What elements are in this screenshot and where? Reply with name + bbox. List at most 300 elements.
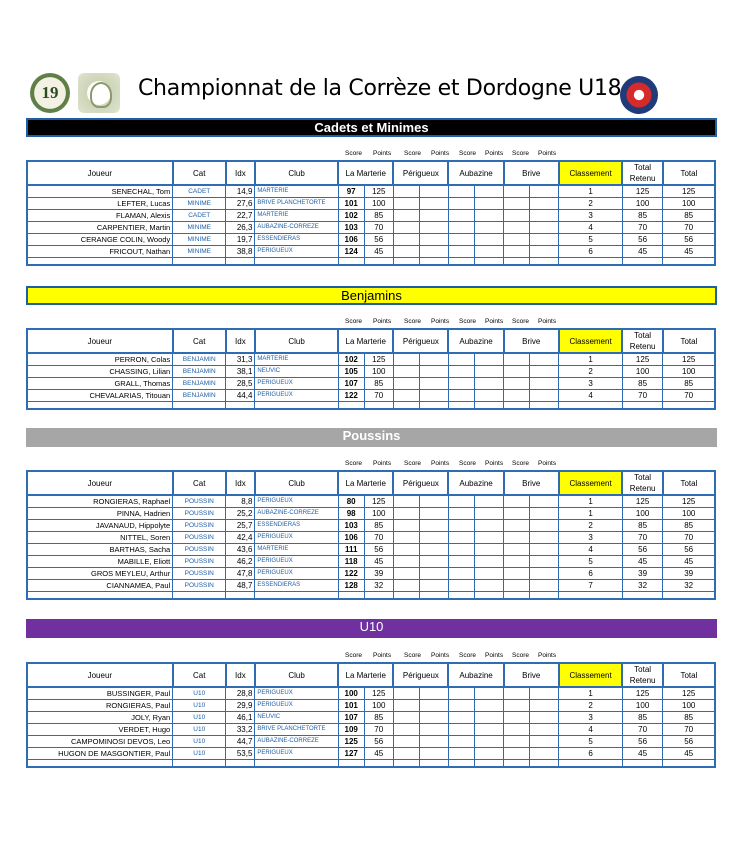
aubazine-score: [448, 234, 474, 246]
player-category: POUSSIN: [173, 568, 226, 580]
player-name: BUSSINGER, Paul: [27, 687, 173, 700]
player-index: 43,6: [226, 544, 255, 556]
player-name: CHEVALARIAS, Titouan: [27, 390, 173, 402]
col-header-aubazine: Aubazine: [448, 329, 503, 353]
col-header-total-retenu: [622, 161, 663, 185]
brive-points: [530, 700, 559, 712]
marterie-score: 101: [338, 198, 364, 210]
perigueux-score: [393, 568, 419, 580]
blank-cell: [448, 592, 474, 600]
blank-cell: [448, 402, 474, 410]
classement-value: 1: [559, 508, 622, 520]
points-subheader: Points: [373, 652, 392, 659]
table-row: [27, 378, 715, 390]
table-header-row: [27, 329, 715, 353]
total-value: 56: [663, 736, 715, 748]
results-table-block: [26, 318, 716, 410]
brive-score: [504, 222, 530, 234]
aubazine-score: [448, 748, 474, 760]
table-row: [27, 495, 715, 508]
col-header-club: Club: [255, 161, 338, 185]
marterie-score: 128: [338, 580, 364, 592]
total-retenu-line1: Total: [634, 163, 652, 172]
perigueux-score: [393, 198, 419, 210]
total-value: 85: [663, 210, 715, 222]
total-value: 70: [663, 390, 715, 402]
col-header-cat: Cat: [173, 161, 226, 185]
table-row: [27, 353, 715, 366]
classement-value: 4: [559, 390, 622, 402]
table-blank-row: [27, 760, 715, 768]
blank-cell: [338, 592, 364, 600]
perigueux-points: [419, 556, 448, 568]
blank-cell: [364, 258, 393, 266]
points-subheader: Points: [485, 318, 504, 325]
table-header-row: [27, 161, 715, 185]
total-value: 85: [663, 378, 715, 390]
brive-score: [504, 210, 530, 222]
brive-points: [530, 532, 559, 544]
marterie-points: 100: [364, 508, 393, 520]
aubazine-points: [475, 580, 504, 592]
aubazine-points: [475, 736, 504, 748]
blank-cell: [663, 258, 715, 266]
score-points-subheader: [26, 318, 716, 328]
perigueux-score: [393, 580, 419, 592]
aubazine-score: [448, 568, 474, 580]
points-subheader: Points: [538, 150, 557, 157]
total-retenu-value: 125: [622, 353, 663, 366]
blank-cell: [338, 402, 364, 410]
marterie-score: 118: [338, 556, 364, 568]
brive-points: [530, 712, 559, 724]
total-retenu-line1: Total: [634, 665, 652, 674]
player-name: RONGIERAS, Paul: [27, 700, 173, 712]
total-value: 85: [663, 712, 715, 724]
marterie-points: 70: [364, 724, 393, 736]
total-value: 45: [663, 246, 715, 258]
perigueux-score: [393, 378, 419, 390]
aubazine-score: [448, 700, 474, 712]
table-blank-row: [27, 402, 715, 410]
marterie-points: 32: [364, 580, 393, 592]
brive-points: [530, 748, 559, 760]
brive-score: [504, 520, 530, 532]
table-row: [27, 222, 715, 234]
score-subheader: Score: [512, 150, 529, 157]
score-subheader: Score: [404, 150, 421, 157]
perigueux-points: [419, 736, 448, 748]
player-category: U10: [173, 700, 226, 712]
total-retenu-value: 70: [622, 532, 663, 544]
player-category: POUSSIN: [173, 532, 226, 544]
table-row: [27, 700, 715, 712]
player-category: U10: [173, 712, 226, 724]
col-header-club: Club: [255, 663, 338, 687]
points-subheader: Points: [431, 460, 450, 467]
col-header-total-retenu: [622, 663, 663, 687]
col-header-la-marterie: La Marterie: [338, 663, 393, 687]
section-banner: Poussins: [26, 428, 717, 447]
player-club: MARTERIE: [255, 353, 338, 366]
classement-value: 2: [559, 198, 622, 210]
blank-cell: [663, 592, 715, 600]
perigueux-score: [393, 544, 419, 556]
brive-score: [504, 700, 530, 712]
aubazine-points: [475, 222, 504, 234]
total-retenu-line2: Retenu: [629, 676, 656, 685]
points-subheader: Points: [373, 460, 392, 467]
classement-value: 2: [559, 700, 622, 712]
classement-value: 5: [559, 556, 622, 568]
blank-cell: [27, 760, 173, 768]
total-retenu-value: 125: [622, 687, 663, 700]
table-row: [27, 687, 715, 700]
brive-score: [504, 366, 530, 378]
col-header-club: Club: [255, 329, 338, 353]
perigueux-score: [393, 700, 419, 712]
player-club: MARTERIE: [255, 185, 338, 198]
classement-value: 4: [559, 544, 622, 556]
player-name: PERRON, Colas: [27, 353, 173, 366]
player-index: 28,5: [226, 378, 255, 390]
aubazine-points: [475, 234, 504, 246]
total-retenu-value: 85: [622, 378, 663, 390]
aubazine-score: [448, 378, 474, 390]
points-subheader: Points: [373, 318, 392, 325]
player-name: GRALL, Thomas: [27, 378, 173, 390]
score-subheader: Score: [404, 318, 421, 325]
table-row: [27, 210, 715, 222]
aubazine-score: [448, 508, 474, 520]
brive-points: [530, 378, 559, 390]
total-retenu-line2: Retenu: [629, 342, 656, 351]
player-index: 29,9: [226, 700, 255, 712]
total-retenu-value: 56: [622, 736, 663, 748]
player-club: AUBAZINE-CORREZE: [255, 508, 338, 520]
player-name: PINNA, Hadrien: [27, 508, 173, 520]
perigueux-score: [393, 687, 419, 700]
aubazine-points: [475, 532, 504, 544]
player-name: GROS MEYLEU, Arthur: [27, 568, 173, 580]
blank-cell: [559, 258, 622, 266]
total-value: 56: [663, 544, 715, 556]
total-value: 100: [663, 700, 715, 712]
aubazine-score: [448, 532, 474, 544]
brive-points: [530, 724, 559, 736]
perigueux-points: [419, 246, 448, 258]
blank-cell: [27, 258, 173, 266]
player-index: 38,1: [226, 366, 255, 378]
blank-cell: [393, 402, 419, 410]
blank-cell: [393, 258, 419, 266]
classement-value: 6: [559, 568, 622, 580]
points-subheader: Points: [373, 150, 392, 157]
brive-score: [504, 712, 530, 724]
player-category: POUSSIN: [173, 495, 226, 508]
brive-points: [530, 390, 559, 402]
perigueux-score: [393, 246, 419, 258]
brive-score: [504, 185, 530, 198]
player-name: BARTHAS, Sacha: [27, 544, 173, 556]
player-index: 14,9: [226, 185, 255, 198]
score-subheader: Score: [404, 652, 421, 659]
marterie-score: 125: [338, 736, 364, 748]
brive-points: [530, 544, 559, 556]
marterie-score: 80: [338, 495, 364, 508]
col-header-aubazine: Aubazine: [448, 471, 503, 495]
total-retenu-value: 70: [622, 390, 663, 402]
player-name: SENECHAL, Tom: [27, 185, 173, 198]
blank-cell: [475, 258, 504, 266]
player-category: POUSSIN: [173, 520, 226, 532]
player-index: 46,1: [226, 712, 255, 724]
marterie-score: 102: [338, 353, 364, 366]
perigueux-points: [419, 687, 448, 700]
player-category: CADET: [173, 185, 226, 198]
perigueux-score: [393, 495, 419, 508]
score-subheader: Score: [459, 652, 476, 659]
player-index: 46,2: [226, 556, 255, 568]
classement-value: 2: [559, 520, 622, 532]
aubazine-points: [475, 748, 504, 760]
brive-points: [530, 234, 559, 246]
brive-score: [504, 198, 530, 210]
total-retenu-value: 56: [622, 234, 663, 246]
player-index: 44,7: [226, 736, 255, 748]
player-club: PERIGUEUX: [255, 495, 338, 508]
perigueux-points: [419, 378, 448, 390]
score-subheader: Score: [459, 460, 476, 467]
perigueux-points: [419, 532, 448, 544]
table-blank-row: [27, 258, 715, 266]
player-index: 28,8: [226, 687, 255, 700]
club-19-logo: [30, 73, 70, 113]
score-subheader: Score: [345, 318, 362, 325]
blank-cell: [173, 760, 226, 768]
marterie-points: 70: [364, 532, 393, 544]
table-row: [27, 712, 715, 724]
marterie-points: 45: [364, 556, 393, 568]
aubazine-points: [475, 246, 504, 258]
player-club: BRIVE PLANCHETORTE: [255, 198, 338, 210]
perigueux-points: [419, 568, 448, 580]
marterie-score: 103: [338, 222, 364, 234]
col-header-total-retenu: [622, 471, 663, 495]
brive-score: [504, 544, 530, 556]
player-category: CADET: [173, 210, 226, 222]
brive-score: [504, 556, 530, 568]
perigueux-score: [393, 736, 419, 748]
score-subheader: Score: [345, 652, 362, 659]
perigueux-points: [419, 222, 448, 234]
brive-score: [504, 736, 530, 748]
aubazine-points: [475, 185, 504, 198]
col-header-idx: Idx: [226, 471, 255, 495]
total-value: 45: [663, 556, 715, 568]
table-header-row: [27, 663, 715, 687]
total-value: 125: [663, 353, 715, 366]
player-category: U10: [173, 736, 226, 748]
blank-cell: [622, 258, 663, 266]
marterie-score: 122: [338, 390, 364, 402]
results-table-block: [26, 652, 716, 768]
blank-cell: [475, 592, 504, 600]
player-club: BRIVE PLANCHETORTE: [255, 724, 338, 736]
player-club: PERIGUEUX: [255, 568, 338, 580]
player-category: MINIME: [173, 234, 226, 246]
perigueux-score: [393, 724, 419, 736]
player-index: 31,3: [226, 353, 255, 366]
total-retenu-value: 70: [622, 222, 663, 234]
table-row: [27, 748, 715, 760]
brive-points: [530, 568, 559, 580]
col-header-cat: Cat: [173, 663, 226, 687]
total-retenu-value: 125: [622, 495, 663, 508]
col-header-joueur: Joueur: [27, 329, 173, 353]
points-subheader: Points: [485, 460, 504, 467]
player-category: BENJAMIN: [173, 353, 226, 366]
classement-value: 3: [559, 532, 622, 544]
total-value: 125: [663, 687, 715, 700]
table-row: [27, 520, 715, 532]
blank-cell: [504, 760, 530, 768]
brive-points: [530, 556, 559, 568]
brive-points: [530, 495, 559, 508]
blank-cell: [27, 592, 173, 600]
aubazine-score: [448, 556, 474, 568]
perigueux-points: [419, 724, 448, 736]
col-header-cat: Cat: [173, 471, 226, 495]
aubazine-points: [475, 568, 504, 580]
col-header-joueur: Joueur: [27, 663, 173, 687]
player-name: MABILLE, Eliott: [27, 556, 173, 568]
perigueux-points: [419, 185, 448, 198]
player-index: 38,8: [226, 246, 255, 258]
player-name: CAMPOMINOSI DEVOS, Leo: [27, 736, 173, 748]
total-retenu-value: 100: [622, 198, 663, 210]
player-index: 19,7: [226, 234, 255, 246]
results-table-block: [26, 150, 716, 266]
player-club: PERIGUEUX: [255, 556, 338, 568]
col-header-la-marterie: La Marterie: [338, 471, 393, 495]
perigueux-score: [393, 366, 419, 378]
col-header-perigueux: Périgueux: [393, 161, 448, 185]
section-banner: Cadets et Minimes: [26, 118, 717, 137]
col-header-classement: Classement: [559, 471, 622, 495]
score-subheader: Score: [404, 460, 421, 467]
brive-points: [530, 353, 559, 366]
marterie-score: 106: [338, 532, 364, 544]
perigueux-points: [419, 390, 448, 402]
results-table: [26, 662, 716, 768]
aubazine-points: [475, 495, 504, 508]
brive-points: [530, 366, 559, 378]
total-retenu-value: 100: [622, 366, 663, 378]
perigueux-score: [393, 556, 419, 568]
points-subheader: Points: [431, 652, 450, 659]
blank-cell: [504, 592, 530, 600]
blank-cell: [393, 592, 419, 600]
table-row: [27, 724, 715, 736]
total-value: 56: [663, 234, 715, 246]
aubazine-points: [475, 556, 504, 568]
marterie-points: 100: [364, 198, 393, 210]
marterie-points: 85: [364, 712, 393, 724]
player-index: 53,5: [226, 748, 255, 760]
classement-value: 3: [559, 712, 622, 724]
page-title: Championnat de la Corrèze et Dordogne U18: [138, 76, 622, 101]
classement-value: 1: [559, 495, 622, 508]
marterie-score: 101: [338, 700, 364, 712]
marterie-score: 109: [338, 724, 364, 736]
player-category: U10: [173, 687, 226, 700]
col-header-la-marterie: La Marterie: [338, 161, 393, 185]
perigueux-points: [419, 210, 448, 222]
classement-value: 3: [559, 378, 622, 390]
total-value: 125: [663, 185, 715, 198]
blank-cell: [173, 402, 226, 410]
total-retenu-value: 32: [622, 580, 663, 592]
total-value: 70: [663, 724, 715, 736]
brive-score: [504, 508, 530, 520]
player-club: PERIGUEUX: [255, 700, 338, 712]
player-club: ESSENDIERAS: [255, 520, 338, 532]
blank-cell: [448, 760, 474, 768]
perigueux-points: [419, 234, 448, 246]
table-row: [27, 198, 715, 210]
blank-cell: [255, 592, 338, 600]
marterie-score: 127: [338, 748, 364, 760]
col-header-joueur: Joueur: [27, 471, 173, 495]
col-header-total: Total: [663, 663, 715, 687]
table-row: [27, 544, 715, 556]
marterie-score: 107: [338, 712, 364, 724]
logo-number: 19: [41, 83, 59, 102]
player-name: LEFTER, Lucas: [27, 198, 173, 210]
aubazine-score: [448, 736, 474, 748]
blank-cell: [173, 258, 226, 266]
blank-cell: [530, 592, 559, 600]
marterie-points: 45: [364, 246, 393, 258]
blank-cell: [622, 760, 663, 768]
player-index: 48,7: [226, 580, 255, 592]
aubazine-score: [448, 520, 474, 532]
perigueux-score: [393, 234, 419, 246]
brive-score: [504, 724, 530, 736]
player-index: 42,4: [226, 532, 255, 544]
blank-cell: [559, 760, 622, 768]
aubazine-score: [448, 390, 474, 402]
brive-points: [530, 210, 559, 222]
blank-cell: [255, 258, 338, 266]
marterie-score: 122: [338, 568, 364, 580]
total-retenu-value: 100: [622, 700, 663, 712]
score-subheader: Score: [345, 460, 362, 467]
total-value: 100: [663, 508, 715, 520]
player-club: NEUVIC: [255, 712, 338, 724]
marterie-points: 56: [364, 736, 393, 748]
aubazine-score: [448, 366, 474, 378]
blank-cell: [226, 402, 255, 410]
player-index: 33,2: [226, 724, 255, 736]
col-header-total: Total: [663, 471, 715, 495]
blank-cell: [663, 760, 715, 768]
aubazine-score: [448, 544, 474, 556]
player-category: POUSSIN: [173, 508, 226, 520]
total-retenu-value: 45: [622, 748, 663, 760]
player-club: NEUVIC: [255, 366, 338, 378]
